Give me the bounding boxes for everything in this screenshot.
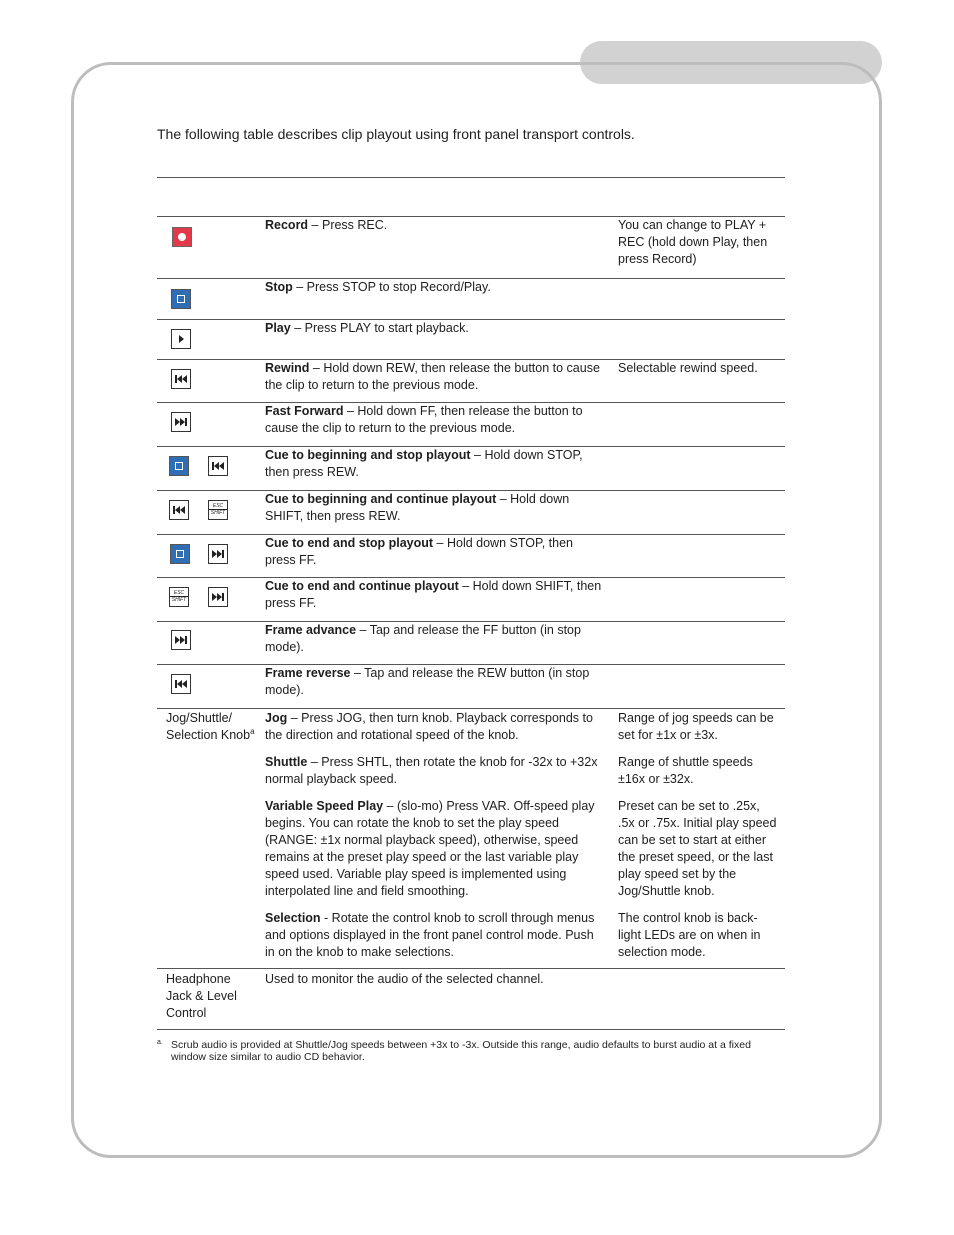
control-name: Cue to end and continue playout: [265, 579, 459, 593]
fast-forward-icon: [171, 630, 191, 650]
control-name: Variable Speed Play: [265, 799, 384, 813]
control-description: – Press STOP to stop Record/Play.: [292, 280, 491, 294]
fast-forward-icon: [208, 544, 228, 564]
control-name: Frame advance: [265, 623, 357, 637]
table-row: [157, 360, 785, 403]
control-note: Preset can be set to .25x, .5x or .75x. Initial play speed can be set to start at either the preset speed, or the last play speed set by the Jog/Shuttle knob.: [618, 799, 777, 898]
control-description: – Tap and release the REW button (in stop mode).: [265, 666, 590, 697]
control-note: Range of jog speeds can be set for ±1x or ±3x.: [618, 711, 774, 742]
table-row: [157, 279, 785, 320]
control-description: – Press SHTL, then rotate the knob for -32x to +32x normal playback speed.: [265, 755, 598, 786]
table-top-rule: [157, 177, 785, 178]
fast-forward-icon: [208, 587, 228, 607]
control-description: – Hold down REW, then release the button to cause the clip to return to the previous mode.: [265, 361, 600, 392]
rewind-icon: [169, 500, 189, 520]
table-row: [157, 535, 785, 578]
control-name: Frame reverse: [265, 666, 351, 680]
table-row: [157, 217, 785, 279]
control-name: Cue to end and stop playout: [265, 536, 434, 550]
row-label: Headphone Jack & Level Control: [166, 972, 237, 1020]
intro-text: The following table describes clip playout using front panel transport controls.: [157, 126, 635, 142]
control-description: - Rotate the control knob to scroll through menus and options displayed in the front panel control mode. Push in on the knob to make selections.: [265, 911, 595, 959]
table-row: [157, 320, 785, 360]
table-row-jog-shuttle: [157, 709, 785, 969]
control-description: – Tap and release the FF button (in stop mode).: [265, 623, 581, 654]
control-name: Cue to beginning and continue playout: [265, 492, 497, 506]
control-description: – Hold down STOP, then press REW.: [265, 448, 583, 479]
shift-icon: ESC SHIFT: [169, 587, 189, 607]
rewind-icon: [208, 456, 228, 476]
control-note: Selectable rewind speed.: [618, 361, 758, 375]
footnote-text: Scrub audio is provided at Shuttle/Jog speeds between +3x to -3x. Outside this range, audio defaults to burst audio at a fixed window size similar to audio CD behavior.: [171, 1039, 751, 1063]
control-note: Range of shuttle speeds ±16x or ±32x.: [618, 755, 753, 786]
control-description: – Hold down FF, then release the button to cause the clip to return to the previous mode.: [265, 404, 583, 435]
control-name: Record: [265, 218, 309, 232]
table-row: [157, 622, 785, 665]
shift-icon: ESC SHIFT: [208, 500, 228, 520]
table-row: [157, 491, 785, 535]
table-row: [157, 403, 785, 447]
control-name: Cue to beginning and stop playout: [265, 448, 471, 462]
row-label: Jog/Shuttle/ Selection Knob: [166, 711, 251, 742]
table-row: [157, 447, 785, 491]
control-description: – (slo-mo) Press VAR. Off-speed play begins. You can rotate the knob to set the play speed (RANGE: ±1x normal playback speed), otherwise, speed remains at the preset play speed or the last variable play speed used. Variable play speed is implemented using interpolated line and field smoothing.: [265, 799, 595, 898]
rewind-icon: [171, 674, 191, 694]
control-name: Play: [265, 321, 291, 335]
stop-icon: [171, 289, 191, 309]
record-icon: [172, 227, 192, 247]
control-name: Selection: [265, 911, 321, 925]
table-row: [157, 665, 785, 709]
control-description: – Press JOG, then turn knob. Playback corresponds to the direction and rotational speed of the knob.: [265, 711, 593, 742]
control-note: The control knob is back-light LEDs are on when in selection mode.: [618, 911, 761, 959]
footnote: [157, 1039, 785, 1063]
control-description: – Hold down SHIFT, then press FF.: [265, 579, 602, 610]
control-description: – Hold down STOP, then press FF.: [265, 536, 573, 567]
control-description: – Press REC.: [308, 218, 388, 232]
play-icon: [171, 329, 191, 349]
table-row: [157, 578, 785, 622]
control-name: Jog: [265, 711, 288, 725]
control-description: Used to monitor the audio of the selected channel.: [265, 972, 544, 986]
footnote-reference: a: [250, 726, 255, 736]
control-name: Rewind: [265, 361, 310, 375]
rewind-icon: [171, 369, 191, 389]
footnote-mark: a.: [157, 1039, 163, 1046]
fast-forward-icon: [171, 412, 191, 432]
control-name: Fast Forward: [265, 404, 344, 418]
control-description: – Press PLAY to start playback.: [290, 321, 469, 335]
control-name: Shuttle: [265, 755, 308, 769]
stop-icon: [170, 544, 190, 564]
control-note: You can change to PLAY + REC (hold down Play, then press Record): [618, 218, 768, 266]
stop-icon: [169, 456, 189, 476]
control-name: Stop: [265, 280, 293, 294]
control-description: – Hold down SHIFT, then press REW.: [265, 492, 570, 523]
table-row-headphone: [157, 969, 785, 1030]
